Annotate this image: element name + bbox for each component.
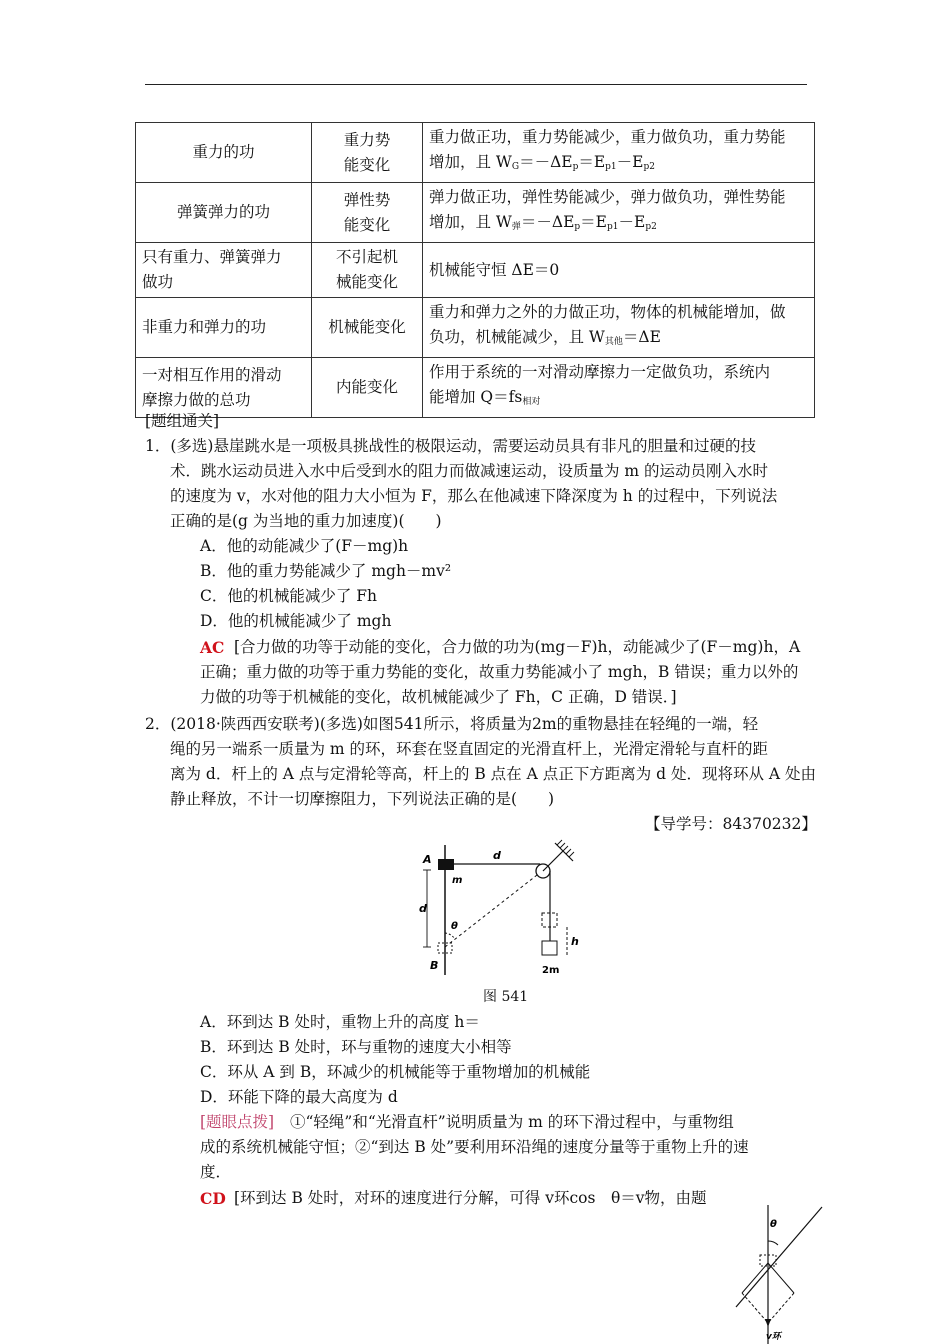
- label-h: h: [571, 935, 579, 948]
- table-row: [136, 243, 815, 298]
- q2-answer: CD: [200, 1189, 226, 1208]
- q1-answer: AC: [200, 638, 225, 657]
- table-cell: 弹性势 能变化: [312, 183, 423, 243]
- section-label: [题组通关]: [145, 412, 220, 430]
- table-cell: 非重力和弹力的功: [136, 298, 312, 358]
- table-cell: 重力的功: [136, 123, 312, 183]
- q1-explain: [合力做的功等于动能的变化，合力做的功为(mg－F)h，动能减少了(F－mg)h，A: [234, 638, 801, 656]
- q2-option-c: C．环从 A 到 B，环减少的机械能等于重物增加的机械能: [200, 1063, 591, 1081]
- q1-option-c: C．他的机械能减少了 Fh: [200, 587, 378, 605]
- table-cell: 重力做正功，重力势能减少，重力做负功，重力势能 增加，且 $W_G=-\Delta E_p=E_{p1}-E_{p2}$: [423, 123, 815, 183]
- q1-option-a: A．他的动能减少了(F－mg)h: [200, 537, 409, 555]
- q2-option-a: A．环到达 B 处时，重物上升的高度 h＝: [200, 1013, 480, 1031]
- table-cell: 只有重力、弹簧弹力 做功: [136, 243, 312, 298]
- label-d-top: d: [493, 849, 501, 862]
- q2-line: 静止释放，不计一切摩擦阻力，下列说法正确的是( ): [170, 790, 555, 808]
- q1-option-b: B．他的重力势能减少了 mgh－mv²: [200, 562, 452, 580]
- q2-option-b: B．环到达 B 处时，环与重物的速度大小相等: [200, 1038, 512, 1056]
- table-cell: 不引起机 械能变化: [312, 243, 423, 298]
- label-B: B: [430, 959, 439, 972]
- q1-explain: 力做的功等于机械能的变化，故机械能减少了 Fh，C 正确，D 错误．]: [200, 688, 677, 706]
- velocity-figure: [722, 1205, 827, 1344]
- q1-line: 术．跳水运动员进入水中后受到水的阻力而做减速运动，设质量为 m 的运动员刚入水时: [170, 462, 769, 480]
- table-cell: 弹力做正功，弹性势能减少，弹力做负功，弹性势能 增加，且 $W_弹=-\Delta E_p=E_{p1}-E_{p2}$: [423, 183, 815, 243]
- header-rule: [145, 84, 807, 85]
- pulley-figure: [405, 835, 605, 980]
- table-cell: 作用于系统的一对滑动摩擦力一定做负功，系统内 能增加 $Q=fs_{相对}$: [423, 358, 815, 418]
- label-m: m: [452, 875, 463, 886]
- tip-text: 成的系统机械能守恒；②“到达 B 处”要利用环沿绳的速度分量等于重物上升的速: [200, 1138, 749, 1156]
- q2-line: 绳的另一端系一质量为 m 的环，环套在竖直固定的光滑直杆上，光滑定滑轮与直杆的距: [170, 740, 769, 758]
- table-row: [136, 298, 815, 358]
- table-cell: 内能变化: [312, 358, 423, 418]
- table-row: [136, 183, 815, 243]
- table-cell: 机械能变化: [312, 298, 423, 358]
- q1-explain: 正确；重力做的功等于重力势能的变化，故重力势能减小了 mgh，B 错误；重力以外的: [200, 663, 799, 681]
- tip-text: ①“轻绳”和“光滑直杆”说明质量为 m 的环下滑过程中，与重物组: [290, 1113, 734, 1131]
- q1-line: 1．(多选)悬崖跳水是一项极具挑战性的极限运动，需要运动员具有非凡的胆量和过硬的技: [145, 437, 756, 455]
- figure-caption: 图 541: [483, 989, 529, 1005]
- table-row: [136, 358, 815, 418]
- table-cell: 机械能守恒 ΔE＝0: [423, 243, 815, 298]
- label-theta: θ: [451, 921, 458, 932]
- q2-explain: [环到达 B 处时，对环的速度进行分解，可得 v环cos θ＝v物，由题: [234, 1189, 707, 1207]
- energy-table: [135, 122, 815, 418]
- label-A: A: [423, 853, 432, 866]
- q2-line: 离为 d．杆上的 A 点与定滑轮等高，杆上的 B 点在 A 点正下方距离为 d 处．现将环从 A 处由: [170, 765, 817, 783]
- q2-line: 2．(2018·陕西西安联考)(多选)如图541所示，将质量为2m的重物悬挂在轻绳的一端，轻: [145, 715, 759, 733]
- tip-text: 度．: [200, 1163, 232, 1181]
- q1-line: 的速度为 v，水对他的阻力大小恒为 F，那么在他减速下降深度为 h 的过程中，下列说法: [170, 487, 778, 505]
- table-cell: 重力和弹力之外的力做正功，物体的机械能增加，做 负功，机械能减少，且 $W_{其他}=\Delta E$: [423, 298, 815, 358]
- q1-line: 正确的是(g 为当地的重力加速度)( ): [170, 512, 442, 530]
- q2-option-d: D．环能下降的最大高度为 d: [200, 1088, 398, 1106]
- label-2m: 2m: [542, 965, 560, 976]
- label-theta-2: θ: [770, 1219, 777, 1230]
- label-d-left: d: [419, 902, 427, 915]
- guide-number: 【导学号：84370232】: [645, 815, 817, 833]
- table-cell: 重力势 能变化: [312, 123, 423, 183]
- table-cell: 一对相互作用的滑动 摩擦力做的总功: [136, 358, 312, 418]
- q1-option-d: D．他的机械能减少了 mgh: [200, 612, 392, 630]
- table-cell: 弹簧弹力的功: [136, 183, 312, 243]
- label-v-ring: v环: [766, 1332, 781, 1342]
- table-row: [136, 123, 815, 183]
- tip-label: [题眼点拨]: [200, 1113, 275, 1131]
